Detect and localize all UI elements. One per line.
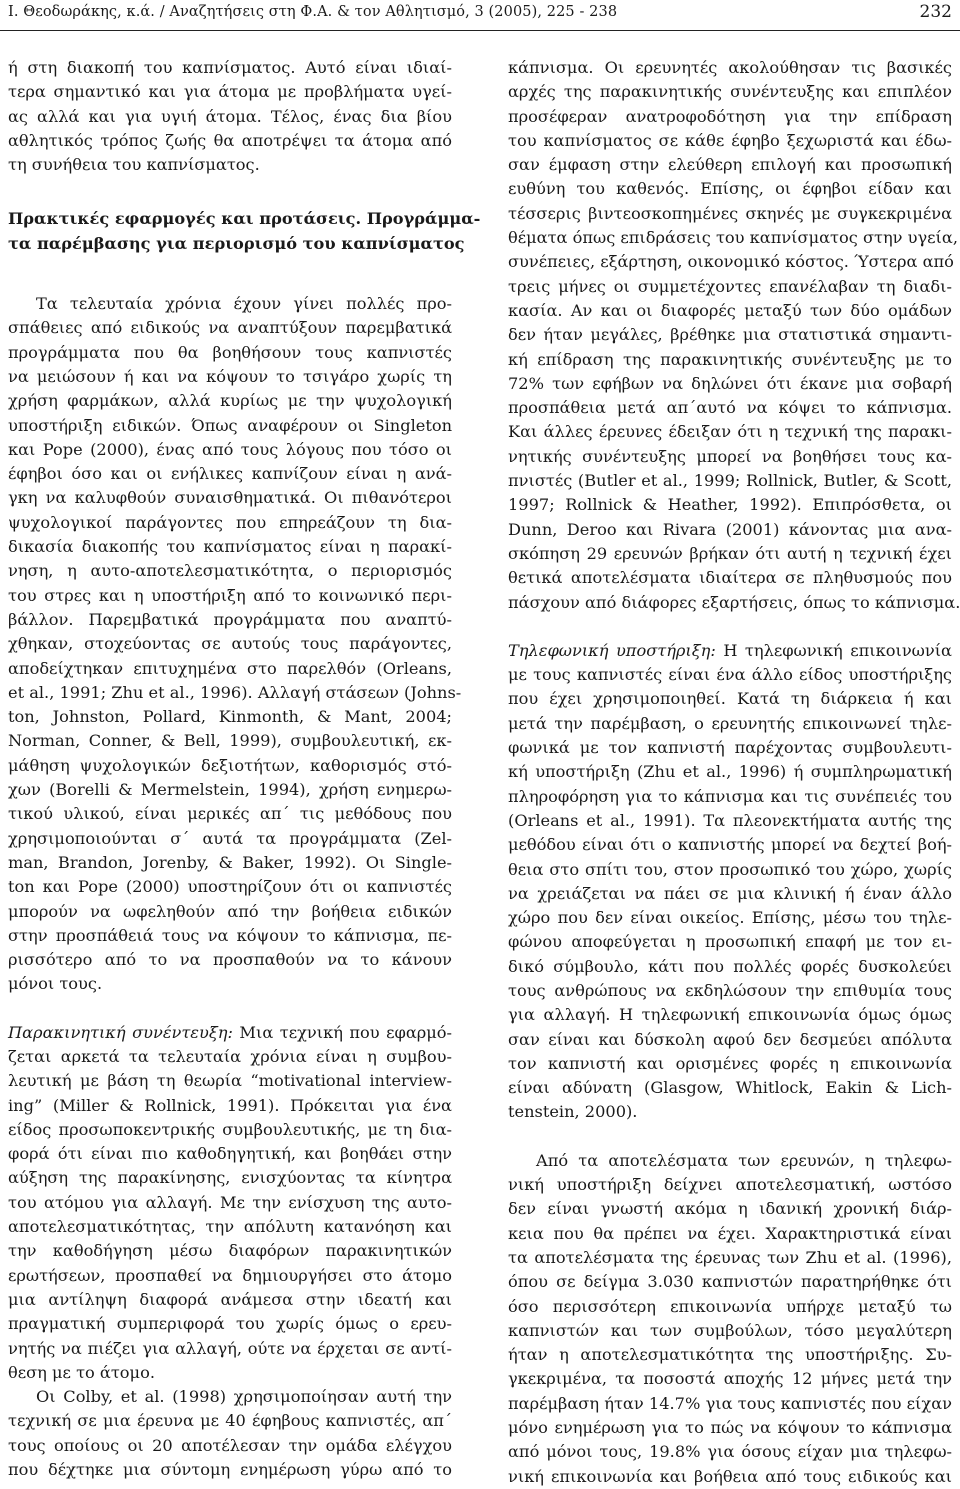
text-line: τον καπνιστή και ορισμένες φορές η επικοινωνία [508,1053,952,1073]
text-line: 1997; Rollnick & Heather, 1992). Επιπρόσθετα, οι [508,495,952,515]
text-line: 72% των εφήβων να δηλώνει ότι έκανε μια σοβαρή [508,373,952,393]
text-line: σκόπηση 29 ερευνών βρήκαν ότι αυτή η τεχνική έχει [508,543,952,563]
text-line: με τους καπνιστές είναι ένα άλλο είδος υποστήριξης [508,665,952,685]
text-line: μόνο ενημέρωση για το πώς να κόψουν το κάπνισμα [508,1418,952,1438]
text-line: μια αντίληψη διαφορά ανάμεσα στην ιδεατή και [8,1289,452,1309]
left-paragraph-3-first-line: Μια τεχνική που εφαρμό- [232,1022,453,1042]
text-line: σπάθειες από ειδικούς να αναπτύξουν παρεμβατικά [8,318,452,338]
text-line: θετικά αποτελέσματα ιδιαίτερα σε πληθυσμούς που [508,568,952,588]
text-line: αποδείχτηκαν επιτυχημένα στο παρελθόν (Orleans, [8,658,452,678]
text-line: γκη να καλυφθούν συναισθηματικά. Οι πιθανότεροι [8,488,452,508]
text-line: ερωτήσεων, προσπαθεί να δημιουργήσει στο άτομο [8,1265,452,1285]
text-line: τρεις μήνες οι συμμετέχοντες επανέλαβαν τη διαδι- [508,276,952,296]
text-line: ψυχολογικοί παράγοντες που επηρεάζουν τη δια- [8,512,452,532]
text-line: πραγματική συμπεριφορά του χωρίς όμως ο ερευ- [8,1314,452,1334]
text-line: δικό σύμβουλο, κάτι που πολλές φορές δυσκολεύει [508,956,952,976]
left-paragraph-3 [8,1021,452,1385]
text-line: πληροφόρηση για το κάπνισμα και τις συνέπειές του [508,786,952,806]
telephone-support-label: Τηλεφωνική υποστήριξη: [508,640,716,660]
text-line: γκεκριμένα, τα ποσοστά αποχής 12 μήνες μετά την [508,1369,952,1389]
right-paragraph-2-first-line: Η τηλεφωνική επικοινωνία [715,640,952,660]
text-line: χθηκαν, στοχεύοντας σε αυτούς τους παράγοντες, [8,634,452,654]
text-line: αύξηση της παρακίνησης, ενισχύοντας τα κίνητρα [8,1168,452,1188]
text-line: πνιστές (Butler et al., 1999; Rollnick, Butler, & Scott, [508,471,952,491]
text-line: νηση, η αυτο-αποτελεσματικότητα, ο περιορισμός [8,561,452,581]
text-line: ing” (Miller & Rollnick, 1991). Πρόκειται για ένα [8,1095,452,1115]
text-line: Οι Colby, et al. (1998) χρησιμοποίησαν αυτή την [36,1387,452,1407]
text-line: ήταν η αποτελεσματικότητα της υποστήριξης. Συ- [508,1345,952,1365]
text-line: κή υποστήριξη (Zhu et al., 1996) ή συμπληρωματική [508,762,952,782]
text-line: νητικής συνέντευξης μπορεί να βοηθήσει τους κα- [508,446,952,466]
text-line: ευθύνη του καθενός. Επίσης, οι έφηβοι είδαν και [508,179,952,199]
text-line: ας αλλά και για υγιή άτομα. Τέλος, ένας δια βίου [8,106,452,126]
text-line: δικασία διακοπής του καπνίσματος είναι η παρακί- [8,537,452,557]
text-line: λευτική με βάση τη θεωρία “motivational interview- [8,1071,452,1091]
text-line: Από τα αποτελέσματα των ερευνών, η τηλεφω- [536,1150,952,1170]
text-line: Τα τελευταία χρόνια έχουν γίνει πολλές προ- [36,294,452,314]
text-line: τεχνική σε μια έρευνα με 40 έφηβους καπνιστές, απ΄ [8,1411,452,1431]
left-paragraph-4 [8,1385,452,1482]
motivational-interview-label: Παρακινητική συνέντευξη: [8,1022,233,1042]
text-line: ρισσότερο από το να προσπαθούν να το κάνουν [8,950,452,970]
text-line: τέσσερις βιντεοσκοπημένες σκηνές με συγκεκριμένα [508,203,952,223]
text-line: που δέχτηκε μια σύντομη ενημέρωση γύρω από το [8,1460,452,1480]
text-line: μετά την παρέμβαση, ο ερευνητής επικοινωνεί τηλε- [508,713,952,733]
text-line: χώρο που δεν είναι οικείος. Επίσης, μέσω του τηλε- [508,908,952,928]
text-line: για αλλαγή. Η τηλεφωνική επικοινωνία όμως όμως [508,1005,952,1025]
text-line: ή στη διακοπή του καπνίσματος. Αυτό είναι ιδιαί- [8,58,452,77]
running-header [0,0,960,31]
text-line: δεν είναι γνωστή ακόμα η ιδανική χρονική διάρ- [508,1199,952,1219]
text-line: όσο περισσότερη επικοινωνία υπήρχε μεταξύ τω [508,1296,952,1316]
text-line: ton και Pope (2000) υποστηρίζουν ότι οι καπνιστές [8,877,452,897]
text-line: χρήση φαρμάκων, αλλά κυρίως με την ψυχολογική [8,391,452,411]
text-line: συνέπειες, εξάρτηση, οικονομικό κόστος. Ύστερα από [508,252,954,272]
text-line: μόνοι τους. [8,974,103,994]
text-line: προσέφεραν ανατροφοδότηση για την επίδραση [508,106,952,126]
text-line: υποστήριξη ειδικών. Όπως αναφέρουν οι Singleton [8,415,452,435]
text-line: αποτελεσματικότητας, την απόλυτη κατανόηση και [8,1217,452,1237]
text-line: φωνικά με τον καπνιστή παρέχοντας συμβουλευτι- [508,738,952,758]
text-line: τα αποτελέσματα της έρευνας των Zhu et al. (1996), [508,1247,952,1267]
left-column [8,56,481,1482]
text-line: τη συνήθεια του καπνίσματος. [8,155,260,175]
right-column [508,56,960,1489]
text-line: φορά ότι είναι πιο καθοδηγητική, και βοηθάει στην [8,1144,452,1164]
text-line: όπου σε δείγμα 3.030 καπνιστών παρατηρήθηκε ότι [508,1272,952,1292]
text-line: tenstein, 2000). [508,1102,638,1122]
text-line: βάλλον. Παρεμβατικά προγράμματα που αναπτύ- [8,609,452,629]
text-line: et al., 1991; Zhu et al., 1996). Αλλαγή στάσεων (Johns- [8,682,462,702]
text-line: μεθόδου είναι ότι ο καπνιστής μπορεί να δεχτεί βοή- [508,835,952,855]
text-line: τερα σημαντικό και για άτομα με προβλήματα υγεί- [8,82,452,102]
right-paragraph-3 [508,1149,952,1489]
right-paragraph-2-body [508,663,952,1125]
page-number: 232 [919,2,952,22]
text-line: κασία. Αν και οι διαφορές μεταξύ των δύο ομάδων [508,300,952,320]
text-line: τα παρέμβασης για περιορισμό του καπνίσματος [8,233,465,253]
text-line: του ατόμου για αλλαγή. Με την ενίσχυση της αυτο- [8,1192,452,1212]
right-paragraph-2 [508,639,952,1125]
text-line: πάσχουν από διάφορες εξαρτήσεις, όπως το κάπνισμα. [508,592,960,612]
text-line: τικού υλικού, είναι μερικές απ΄ τις μεθόδους που [8,804,452,824]
text-line: την καθοδήγηση μέσω διαφόρων παρακινητικών [8,1241,452,1261]
text-line: παρέμβαση ήταν 14.7% για τους καπνιστές που είχαν [508,1393,952,1413]
text-line: μάθηση ψυχολογικών δεξιοτήτων, καθορισμός στό- [8,755,452,775]
text-line: νική επικοινωνία και βοήθεια από τους ειδικούς και [508,1466,952,1486]
text-line: θεια στο σπίτι του, στον προσωπικό του χώρο, χωρίς [508,859,952,879]
text-line: κάπνισμα. Οι ερευνητές ακολούθησαν τις βασικές [508,58,952,77]
text-line: χων (Borelli & Mermelstein, 1994), χρήση ενημερω- [8,780,452,800]
text-line: θέματα όπως επιδράσεις του καπνίσματος στην υγεία, [508,228,958,248]
text-line: φώνου αποφεύγεται η προσωπική επαφή με τον ει- [508,932,952,952]
left-paragraph-2 [8,292,462,997]
right-paragraph-1 [508,56,960,615]
text-line: του καπνίσματος σε κάθε έφηβο ξεχωριστά και έδω- [508,130,952,150]
text-line: κή επίδραση της παρακινητικής συνέντευξης με το [508,349,952,369]
text-line: Norman, Conner, & Bell, 1999), συμβουλευτική, εκ- [8,731,452,751]
left-paragraph-1 [8,56,452,177]
text-line: αρχές της παρακινητικής συνέντευξης και επιπλέον [508,82,952,102]
text-line: κεια που θα πρέπει να έχει. Χαρακτηριστικά είναι [508,1223,952,1243]
text-line: να χρειάζεται να πάει σε μια κλινική ή έναν άλλο [508,883,952,903]
text-line: (Orleans et al., 1991). Τα πλεονεκτήματα αυτής της [508,810,952,830]
text-line: που έχει χρησιμοποιηθεί. Κατά τη διάρκεια ή και [508,689,952,709]
text-line: δεν ήταν μεγάλες, βρέθηκε μια στατιστικά σημαντι- [508,325,952,345]
text-line: Και άλλες έρευνες έδειξαν ότι η τεχνική της παρακι- [508,422,952,442]
text-line: Dunn, Deroo και Rivara (2001) κάνοντας μια ανα- [508,519,952,539]
text-line: του στρες και η υποστήριξη από το κοινωνικό περι- [8,585,452,605]
text-line: σαν είναι και δύσκολη αφού δεν δεσμεύει απόλυτα [508,1029,952,1049]
text-line: θεση με το άτομο. [8,1362,155,1382]
text-line: Πρακτικές εφαρμογές και προτάσεις. Προγράμμα- [8,209,481,229]
text-line: προσπάθεια μετά απ΄αυτό να κόψει το κάπνισμα. [508,398,952,418]
text-line: στην προσπάθειά τους να κόψουν το κάπνισμα, πε- [8,925,452,945]
text-line: να μειώσουν ή και να κόψουν το τσιγάρο χωρίς τη [8,366,452,386]
text-line: έφηβοι όσο και οι ενήλικες καπνίζουν είναι η ανά- [8,464,452,484]
text-line: νική υποστήριξη δείχνει αποτελεσματική, ωστόσο [508,1175,952,1195]
text-line: ton, Johnston, Pollard, Kinmonth, & Mant, 2004; [8,707,452,727]
text-line: man, Brandon, Jorenby, & Baker, 1992). Οι Single- [8,852,452,872]
text-line: προγράμματα που θα βοηθήσουν τους καπνιστές [8,342,452,362]
text-line: από μόνοι τους, 19.8% για όσους είχαν μια τηλεφω- [508,1442,952,1462]
text-line: είδος προσωποκεντρικής συμβουλευτικής, με τη δια- [8,1119,452,1139]
text-line: τους ανθρώπους να εκδηλώσουν την επιθυμία τους [508,980,952,1000]
text-line: ζεται αρκετά τα τελευταία χρόνια είναι η συμβου- [8,1046,452,1066]
left-paragraph-3-body [8,1045,452,1385]
text-line: χρησιμοποιούνται σ΄ αυτά τα προγράμματα (Zel- [8,828,452,848]
text-line: τους οποίους οι 20 αποτέλεσαν την ομάδα ελέγχου [8,1435,452,1455]
text-line: νητής να πιέζει για αλλαγή, ούτε να έρχεται σε αντί- [8,1338,452,1358]
section-heading [8,207,481,256]
text-line: σαν έμφαση στην ελεύθερη επιλογή και προσωπική [508,155,952,175]
running-title: Ι. Θεοδωράκης, κ.ά. / Αναζητήσεις στη Φ.Α. & τον Αθλητισμό, 3 (2005), 225 - 238 [8,4,618,20]
text-line: και Pope (2000), ένας από τους λόγους που τόσο οι [8,439,452,459]
text-line: καπνιστών και των συμβούλων, τόσο μεγαλύτερη [508,1320,952,1340]
text-line: μπορούν να ωφεληθούν από την βοήθεια ειδικών [8,901,452,921]
text-line: αθλητικός τρόπος ζωής θα αποτρέψει τα άτομα από [8,130,452,150]
text-line: είναι αδύνατη (Glasgow, Whitlock, Eakin & Lich- [508,1078,952,1098]
